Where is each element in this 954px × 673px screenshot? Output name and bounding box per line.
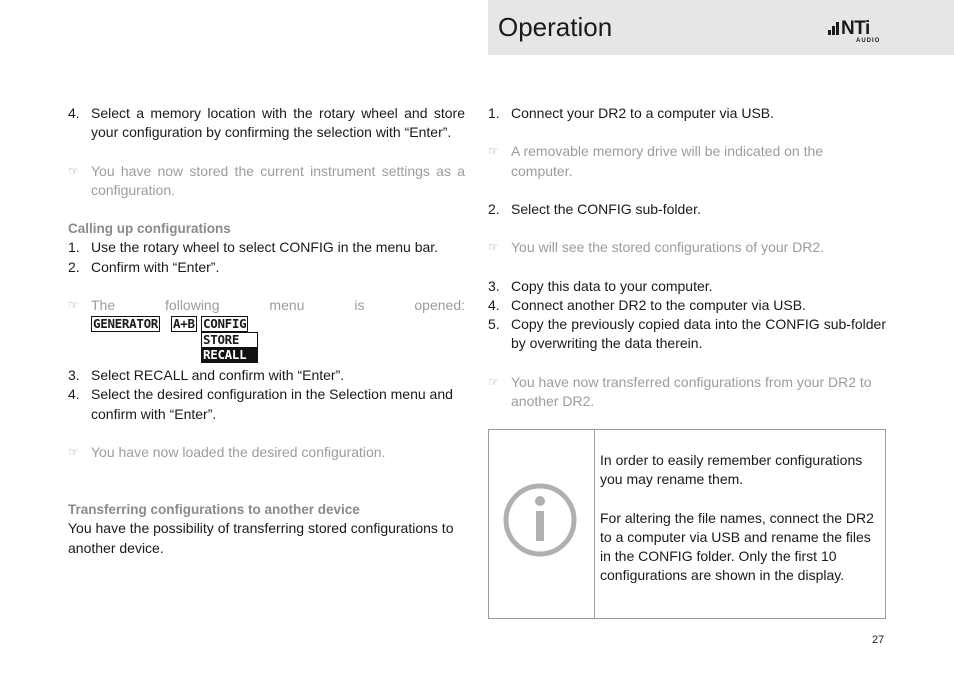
item-number: 5. [488,316,500,333]
item-text: Select the desired configuration in the Selection menu and confirm with “Enter”. [91,386,453,422]
list-item [488,315,886,353]
pointing-hand-icon: ☞ [68,444,79,459]
list-item [68,258,465,277]
item-number: 2. [488,200,500,217]
hint-text: You have now transferred configurations from your DR2 to another DR2. [511,373,872,409]
hint-note [488,373,886,411]
info-box [488,429,886,619]
list-item [488,200,886,219]
item-text: Select the CONFIG sub-folder. [511,200,701,217]
item-number: 4. [68,105,80,121]
pointing-hand-icon: ☞ [68,163,79,178]
item-text: Connect another DR2 to the computer via USB. [511,296,806,313]
item-text: Copy the previously copied data into the CONFIG sub-folder by overwriting the data therein. [511,316,886,352]
lcd-recall: RECALL [201,347,258,363]
lcd-generator: GENERATOR [93,316,159,332]
list-item [488,296,886,315]
item-number: 4. [488,296,500,313]
hint-note [488,142,886,180]
hint-text: You will see the stored configurations of your DR2. [511,239,825,256]
transfer-paragraph: You have the possibility of transferring stored configurations to another device. [68,520,454,556]
logo-subtext: AUDIO [856,38,881,44]
pointing-hand-icon: ☞ [488,240,499,255]
right-column [488,104,886,411]
hint-text: You have now stored the current instrument settings as a configuration. [91,162,465,198]
list-item [68,366,465,385]
list-item [488,277,886,296]
item-number: 1. [68,239,80,256]
section-heading-transfer: Transferring configurations to another device [68,502,360,518]
page-number: 27 [872,634,885,646]
hint-note [488,238,886,257]
item-text: Select a memory location with the rotary wheel and store your configuration by confirming the selection with “Enter”. [91,105,465,141]
item-number: 4. [68,386,80,403]
item-text: Select RECALL and confirm with “Enter”. [91,367,345,384]
hint-text: The following menu is opened: [91,296,465,313]
list-item [68,238,465,257]
item-text: Use the rotary wheel to select CONFIG in the menu bar. [91,239,439,256]
hint-note [68,162,465,200]
lcd-store: STORE [201,332,258,348]
info-box-divider [594,430,595,618]
lcd-config: CONFIG [203,316,247,332]
hint-text: You have now loaded the desired configuration. [91,443,386,460]
section-heading-calling: Calling up configurations [68,221,231,237]
item-text: Confirm with “Enter”. [91,258,220,275]
info-box-text [600,451,878,585]
info-paragraph: For altering the file names, connect the DR2 to a computer via USB and rename the files in the CONFIG folder. Only the first 10 configurations are shown in the display. [600,509,874,584]
list-item [488,104,886,123]
list-item [68,385,465,423]
left-column [68,104,465,558]
item-number: 1. [488,105,500,121]
item-number: 2. [68,258,80,275]
logo-wordmark: NTi [841,18,870,39]
lcd-menu-screenshot [91,316,465,362]
list-item [68,104,465,142]
page-title: Operation [498,12,613,42]
pointing-hand-icon: ☞ [68,297,79,312]
nti-audio-logo [828,18,888,44]
lcd-ab: A+B [173,316,195,332]
info-paragraph: In order to easily remember configurations you may rename them. [600,452,863,488]
item-text: Connect your DR2 to a computer via USB. [511,105,775,121]
pointing-hand-icon: ☞ [488,374,499,389]
item-number: 3. [488,277,500,294]
hint-note [68,296,465,315]
info-icon [502,482,578,558]
pointing-hand-icon: ☞ [488,144,499,159]
hint-note [68,443,465,462]
item-number: 3. [68,367,80,384]
hint-text: A removable memory drive will be indicated on the computer. [511,143,824,179]
item-text: Copy this data to your computer. [511,277,713,294]
